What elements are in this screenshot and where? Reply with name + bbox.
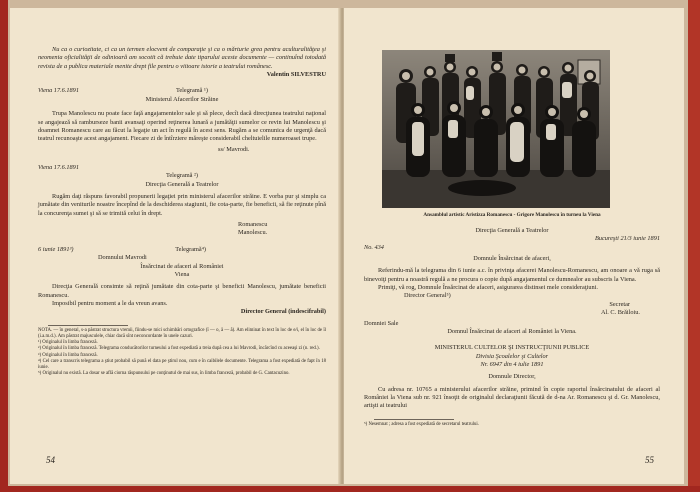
telegram-1-place: Viena 17.6.1891 xyxy=(38,87,79,95)
letter-2-body: Cu adresa nr. 10765 a ministerului afacerilor străine, primind în copie raportul însărcinatului de afaceri al României la Viena sub nr. 921 însoţit de originalul declaraţiunii făcută de d-na Ar. Romanescu şi d. Gr. Manolescu, artişti ai teatrului xyxy=(364,385,660,410)
letter-1-secretary-name: Al. C. Brăiloiu. xyxy=(600,309,640,317)
letter-1 xyxy=(364,227,660,336)
footnote: ³) Originalul în limba franceză. xyxy=(38,352,98,358)
footnote: ⁵) Originalul nu există. La dosar se află ciorna răspunsului pe conţinutul de mai sus, în limba franceză, probabil de G. Cantacuzino. xyxy=(38,371,290,377)
telegram-2-recipient: Direcţia Generală a Teatrelor xyxy=(145,180,219,188)
book-edge-bottom xyxy=(0,486,700,492)
footnote: ¹) Originalul în limba franceză. xyxy=(38,340,98,346)
letter-1-salutation: Domnule Însărcinat de afaceri, xyxy=(473,254,551,262)
photo-caption: Ansamblul artistic Aristizza Romanescu - Grigore Manolescu în turneu la Viena xyxy=(423,212,601,218)
right-page xyxy=(344,8,684,484)
left-footnotes xyxy=(38,328,326,378)
telegram-2-signature-1: Romanescu xyxy=(238,221,268,229)
right-footnote: ⁵) Nesemnat ; adresa a fost expediată de secretarul teatrului. xyxy=(364,421,479,427)
telegram-3 xyxy=(38,246,326,317)
telegram-2-signature-2: Manolescu. xyxy=(238,229,268,237)
letter-1-header: Direcţia Generală a Teatrelor xyxy=(475,226,549,234)
telegram-3-signature: Director General (indescifrabil) xyxy=(240,308,326,316)
footnote: ²) Originalul în limba franceză. Telegrama conducătorilor turneului a fost expediată a treia după cea a lui Mavrodi, încărcînd cu aceeaşi zi (n. red.). xyxy=(38,346,320,352)
telegram-3-title: Telegramă⁴) xyxy=(175,245,206,253)
footnote: ⁴) Cel care a transcris telegrama a ştiut probabil să pună el data pe ştirul nou, cum e în caibilele documente. Telegrama a fost expediată de fapt în 18 iunie. xyxy=(38,358,326,371)
telegram-1-recipient: Ministerul Afacerilor Străine xyxy=(145,95,219,103)
letter-1-body-2: Primiţi, vă rog, Domnule Însărcinat de afaceri, asigurarea distinsei mele consideraţiuni. xyxy=(378,284,598,292)
telegram-2-title: Telegramă ²) xyxy=(165,172,199,180)
ensemble-photo-illustration xyxy=(382,50,610,208)
letter-2-salutation: Domnule Director, xyxy=(488,373,536,381)
telegram-3-date: 6 iunie 1891³) xyxy=(38,245,74,253)
letter-2-division: Divisia Şcoalelor şi Cultelor xyxy=(475,352,549,360)
telegram-3-recipient-2: Însărcinat de afaceri al României xyxy=(140,262,224,270)
telegram-1-body: Trupa Manolescu nu poate face faţă angajamentelor sale şi să plece, decît dacă direcţiunea teatrului naţional se angajează să ramburseze banii avansaţi operind reţinerea lunară a jumătăţii sumelor ce revin lui Manolescu şi doamnei Romanescu care au făcut la legaţie un act în regulă în acest sens. Rugăm a se comunica de urgenţă dacă teatrul recunoaşte acest angajament. Fiecare zi de întîrziere măreşte considerabil cheltuielile numeroasei trupe. xyxy=(38,110,326,143)
footnote-separator xyxy=(48,325,128,326)
intro-author: Valentin SILVESTRU xyxy=(266,71,326,79)
telegram-2-body: Rugăm daţi răspuns favorabil propunerii legaţiei prin ministerul afacerilor străine. E vorba pur şi simplu ca jumătate din veniturile noastre începînd de la deschiderea stagiunii, fie cota-parte, fie beneficii, să fie reţinute pînă la concurenţa sumei şi să se trimită celui în drept. xyxy=(38,193,326,217)
telegram-3-body-1: Direcţia Generală consimte să reţină jumătate din cota-parte şi beneficii Manolescu, jumătate beneficii Romanescu. xyxy=(38,283,326,299)
book-edge-left xyxy=(0,0,8,492)
telegram-2 xyxy=(38,164,326,238)
letter-2-ministry: MINISTERUL CULTELOR ŞI INSTRUCŢIUNII PUBLICE xyxy=(434,344,590,352)
page-number-left: 54 xyxy=(46,455,55,466)
letter-1-secretary: Secretar xyxy=(609,300,630,308)
footnote-separator-right xyxy=(374,419,454,420)
letter-1-number: No. 434 xyxy=(364,243,384,251)
telegram-3-recipient-3: Viena xyxy=(174,270,190,278)
telegram-3-recipient-1: Domnului Mavrodi xyxy=(98,254,147,262)
telegram-1-signature: ss/ Mavrodi. xyxy=(218,145,250,153)
letter-1-address-1: Domniei Sale xyxy=(364,319,399,327)
letter-2 xyxy=(364,344,660,411)
letter-1-director: Director General⁵) xyxy=(404,292,451,300)
page-number-right: 55 xyxy=(645,455,654,466)
telegram-1 xyxy=(38,87,326,154)
book-edge-right xyxy=(688,0,700,492)
letter-1-address-2: Domnul Însărcinat de afaceri al României la Viena. xyxy=(447,327,577,335)
telegram-3-body-2: Imposibil pentru moment a le da vreun avans. xyxy=(52,299,168,307)
left-page xyxy=(10,8,340,484)
letter-1-body-1: Referindu-mă la telegrama din 6 iunie a.c. în privinţa afacerei Manolescu-Romanescu, am onoare a vă ruga să binevoiţi pentru a noastră regulă a ne procura o copie după angajamentul ce dumnealor au subscris la Viena. xyxy=(364,267,660,283)
ensemble-photo xyxy=(382,50,610,208)
letter-1-date: Bucureşti 21/3 iunie 1891 xyxy=(594,235,660,243)
telegram-1-title: Telegramă ¹) xyxy=(175,87,208,95)
telegram-2-place: Viena 17.6.1891 xyxy=(38,163,79,171)
intro-paragraph: Nu ca o curiozitate, ci ca un termen elocvent de comparaţie şi ca o mărturie grea pentru aculturalităţea şi neomenia oficialităţii de odinioară am socotit că trebuie date tiparului aceste documente — continuînd totodată revista de a publica materiale menite drept file pentru o viitoare istorie a teatrului românesc. xyxy=(38,46,326,70)
letter-2-number: Nr. 6947 din 4 iulie 1891 xyxy=(480,360,544,368)
footnote: NOTA. — în general, s-a păstrat structura vremii, fiindu-se mici schimbări ortografice (î — o, â — ă). Am eliminat în text în loc de e/i, el în loc de îl (i.a.m.d.). Am păstrat majusculele, chiar dacă sînt neconcordante în unele cazuri. xyxy=(38,327,326,339)
